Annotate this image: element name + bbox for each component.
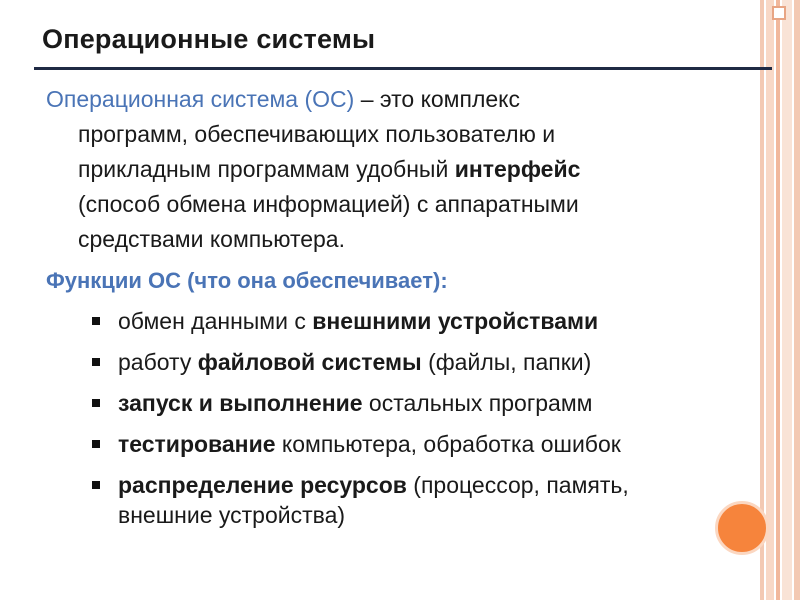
definition-bold-word: интерфейс — [454, 156, 581, 182]
square-bullet-icon — [92, 399, 100, 407]
item-text-after: (файлы, папки) — [421, 349, 592, 375]
definition-text-4: (способ обмена информацией) с аппаратными — [78, 191, 579, 217]
definition-line-4 — [46, 187, 736, 222]
item-bold-text: тестирование — [118, 431, 276, 457]
list-item — [92, 429, 772, 459]
item-text-line-2: внешние устройства) — [118, 502, 346, 528]
definition-paragraph — [46, 82, 736, 257]
square-bullet-icon — [92, 358, 100, 366]
list-item — [92, 470, 772, 530]
definition-term: Операционная система (ОС) — [46, 86, 355, 112]
item-bold-text: файловой системы — [197, 349, 422, 375]
functions-list — [92, 306, 772, 541]
item-text-after: остальных программ — [362, 390, 593, 416]
item-text: обмен данными с — [118, 308, 313, 334]
item-bold-text: запуск и выполнение — [118, 390, 363, 416]
list-item — [92, 347, 772, 377]
square-bullet-icon — [92, 481, 100, 489]
item-text-after: компьютера, обработка ошибок — [275, 431, 621, 457]
definition-text-1: – это комплекс — [354, 86, 520, 112]
definition-text-5: средствами компьютера. — [78, 226, 345, 252]
functions-heading: Функции ОС (что она обеспечивает): — [46, 268, 448, 293]
definition-line-3 — [46, 152, 736, 187]
list-item — [92, 388, 772, 418]
corner-square-icon — [772, 6, 786, 20]
definition-line-5 — [46, 222, 736, 257]
definition-line-2 — [46, 117, 736, 152]
item-bold-text: внешними устройствами — [312, 308, 599, 334]
square-bullet-icon — [92, 317, 100, 325]
item-text-after: (процессор, память, — [406, 472, 629, 498]
title-divider — [34, 67, 772, 70]
item-bold-text: распределение ресурсов — [118, 472, 407, 498]
list-item — [92, 306, 772, 336]
definition-text-2: программ, обеспечивающих пользователю и — [78, 121, 556, 147]
square-bullet-icon — [92, 440, 100, 448]
orange-circle-decoration — [715, 501, 769, 555]
item-text: работу — [118, 349, 198, 375]
definition-text-3: прикладным программам удобный — [78, 156, 455, 182]
slide-title: Операционные системы — [42, 24, 376, 54]
